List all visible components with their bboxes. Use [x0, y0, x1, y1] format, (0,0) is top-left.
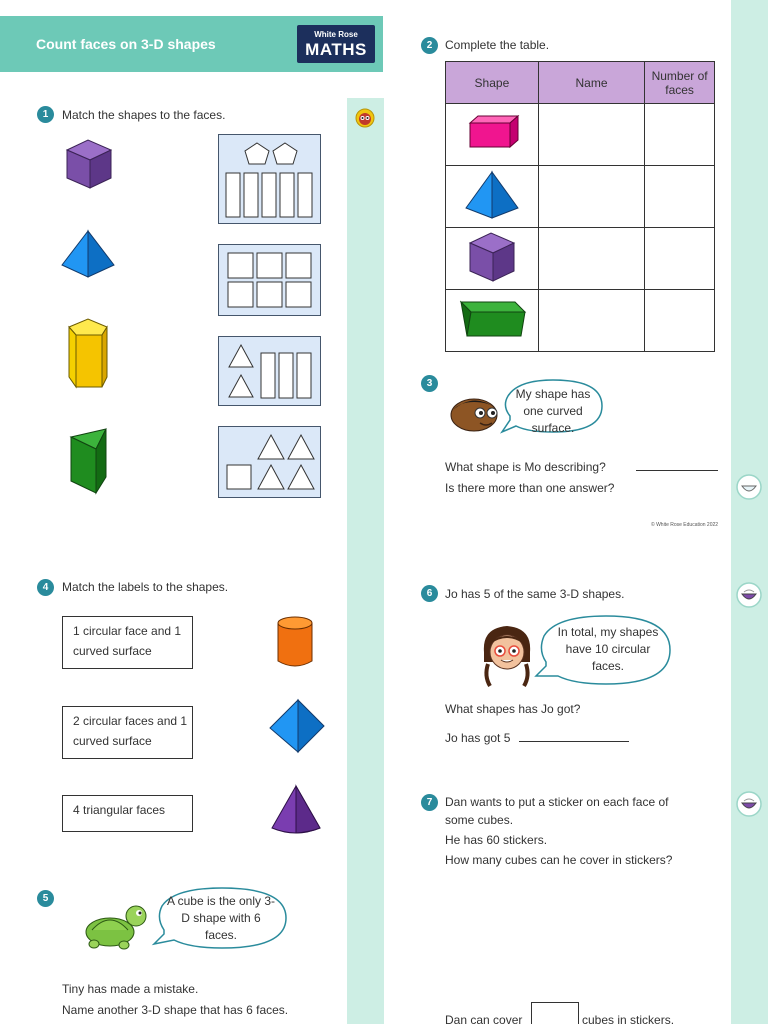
column-header-shape: Shape — [446, 62, 539, 104]
question-5-line-2: Name another 3-D shape that has 6 faces. — [62, 1003, 289, 1017]
blue-pyramid-shape-q4 — [268, 698, 326, 754]
shape-cell — [446, 104, 539, 166]
speech-bubble-text-q5: A cube is the only 3-D shape with 6 faces. — [166, 894, 276, 942]
question-7-number: 7 — [421, 794, 438, 811]
answer-text-after: cubes in stickers. — [582, 1013, 675, 1024]
table-header-row — [446, 62, 715, 104]
question-7-line-1b: some cubes. — [445, 813, 514, 827]
purple-cube-shape — [467, 231, 517, 283]
shapes-table — [445, 61, 715, 352]
question-5-line-1: Tiny has made a mistake. — [62, 982, 199, 996]
question-3-line-1: What shape is Mo describing? — [445, 460, 606, 474]
table-row — [446, 104, 715, 166]
question-4-number: 4 — [37, 579, 54, 596]
speech-bubble-text-q3: My shape has one curved surface. — [515, 387, 591, 435]
difficulty-bowl-icon-3 — [736, 791, 762, 817]
purple-cube-shape — [64, 138, 114, 190]
question-6-text: Jo has 5 of the same 3-D shapes. — [445, 587, 625, 601]
mo-character — [448, 394, 500, 434]
page-title: Count faces on 3-D shapes — [36, 36, 216, 52]
logo-main-text: MATHS — [305, 40, 367, 59]
answer-box-q7[interactable] — [531, 1002, 579, 1024]
blue-pyramid-shape — [60, 229, 116, 279]
question-1-number: 1 — [37, 106, 54, 123]
question-1-text: Match the shapes to the faces. — [62, 108, 226, 122]
orange-cylinder-shape — [275, 615, 315, 669]
question-6-line-2: Jo has got 5 — [445, 731, 511, 745]
name-answer-cell[interactable] — [538, 290, 644, 352]
faces-answer-cell[interactable] — [645, 228, 715, 290]
triangle-rectangle-faces — [219, 337, 322, 407]
question-7-line-3: How many cubes can he cover in stickers? — [445, 853, 673, 867]
mascot-icon — [354, 106, 376, 130]
column-header-number-of-faces: Number of faces — [645, 62, 715, 104]
column-header-name: Name — [538, 62, 644, 104]
label-box-3[interactable]: 4 triangular faces — [62, 795, 193, 832]
question-4-text: Match the labels to the shapes. — [62, 580, 229, 594]
question-7-line-1a: Dan wants to put a sticker on each face of — [445, 795, 669, 809]
table-row — [446, 290, 715, 352]
shape-cell — [446, 228, 539, 290]
tiny-tortoise-character — [80, 900, 150, 952]
question-3-number: 3 — [421, 375, 438, 392]
label-box-2[interactable]: 2 circular faces and 1 curved surface — [62, 706, 193, 759]
white-rose-maths-logo — [297, 25, 375, 63]
question-6-number: 6 — [421, 585, 438, 602]
pentagon-rectangle-faces — [219, 135, 322, 225]
difficulty-bowl-icon-1 — [736, 474, 762, 500]
answer-text-before: Dan can cover — [445, 1013, 523, 1024]
faces-answer-cell[interactable] — [645, 290, 715, 352]
table-row — [446, 228, 715, 290]
label-box-1[interactable]: 1 circular face and 1 curved surface — [62, 616, 193, 669]
pink-cuboid-shape — [462, 113, 522, 153]
question-7-line-2: He has 60 stickers. — [445, 833, 548, 847]
logo-top-text: White Rose — [314, 30, 358, 39]
answer-line-q6[interactable] — [519, 741, 629, 742]
faces-answer-cell[interactable] — [645, 166, 715, 228]
question-5-number: 5 — [37, 890, 54, 907]
answer-line-q3[interactable] — [636, 470, 718, 471]
faces-pentagons-rectangles — [218, 134, 321, 224]
shape-cell — [446, 166, 539, 228]
question-2-number: 2 — [421, 37, 438, 54]
jo-character — [478, 622, 536, 690]
name-answer-cell[interactable] — [538, 166, 644, 228]
square-triangle-faces — [219, 427, 322, 499]
blue-pyramid-shape — [464, 170, 520, 220]
faces-six-squares — [218, 244, 321, 316]
square-faces — [219, 245, 322, 317]
name-answer-cell[interactable] — [538, 104, 644, 166]
faces-answer-cell[interactable] — [645, 104, 715, 166]
difficulty-bowl-icon-2 — [736, 582, 762, 608]
shape-cell — [446, 290, 539, 352]
faces-square-triangles — [218, 426, 321, 498]
yellow-prism-shape — [66, 317, 110, 389]
question-6-line-1: What shapes has Jo got? — [445, 702, 581, 716]
speech-bubble-text-q6: In total, my shapes have 10 circular faces. — [557, 625, 659, 673]
green-triangular-prism-shape — [457, 298, 527, 340]
green-triangular-prism-shape — [68, 427, 110, 495]
right-stripe — [731, 0, 768, 1024]
copyright-text: © White Rose Education 2022 — [651, 522, 719, 528]
question-3-line-2: Is there more than one answer? — [445, 481, 615, 495]
table-row — [446, 166, 715, 228]
middle-stripe — [347, 98, 384, 1024]
faces-triangles-rectangles — [218, 336, 321, 406]
purple-cone-shape — [270, 784, 322, 836]
question-2-text: Complete the table. — [445, 38, 550, 52]
name-answer-cell[interactable] — [538, 228, 644, 290]
